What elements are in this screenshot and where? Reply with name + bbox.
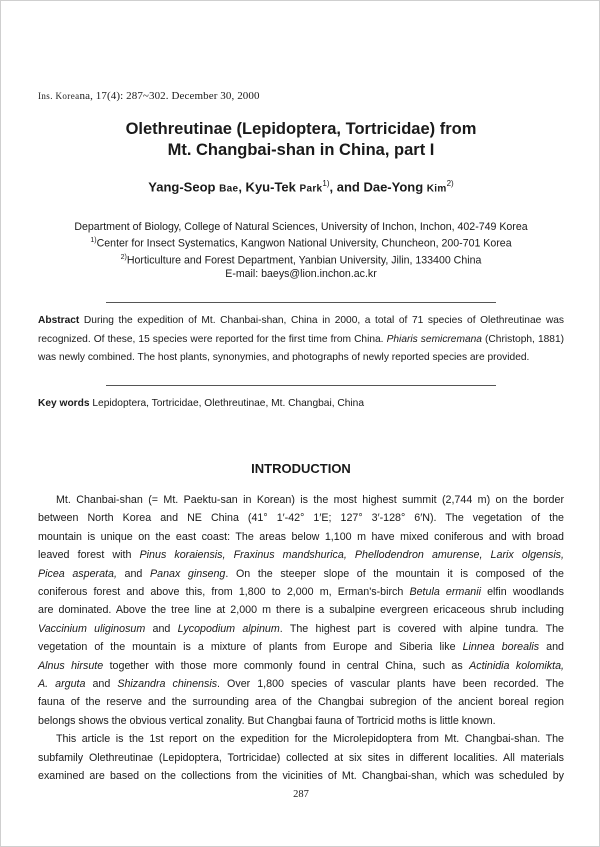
text-line (38, 675, 564, 693)
text-line: are dominated. Above the tree line at 2,000 m there is a subalpine evergreen ericaceous shrub including (38, 604, 564, 617)
species-name: Panax ginseng (150, 567, 226, 580)
keywords-text: Lepidoptera, Tortricidae, Olethreutinae, Mt. Changbai, China (89, 398, 365, 409)
keywords-label: Key words (38, 398, 90, 409)
species-names: Pinus koraiensis, Fraxinus mandshurica, Phellodendron amurense, Larix olgensis, (139, 549, 565, 562)
text-line: between North Korea and NE China (41° 1′-42° 1′E; 127° 3′-128° 6′N). The vegetation of the (38, 512, 564, 525)
affiliations (1, 221, 600, 281)
paragraph-2 (38, 730, 564, 748)
author-3-given: , and Dae-Yong (329, 179, 427, 195)
species-name: Picea asperata, (38, 567, 117, 580)
text-line (38, 657, 564, 675)
text-run: . On the steeper slope of the mountain it is composed of the (225, 567, 564, 580)
author-3-affil-mark: 2) (446, 179, 454, 188)
affiliation-2 (1, 234, 600, 251)
species-name: Lycopodium alpinum (177, 622, 280, 635)
abstract-text-2: (Christoph, 1881) was newly combined. The host plants, synonymies, and photographs of newly reported species are provided. (38, 333, 564, 363)
journal-abbr: Ins. Korea (38, 91, 80, 101)
text-line (38, 620, 564, 638)
text-line: fauna of the reserve and the surrounding area of the Changbai subregion of the ancient boreal region (38, 696, 564, 709)
text-run: and (85, 678, 118, 691)
text-line: examined are based on the collections from the vicinities of Mt. Changbai-shan, which was scheduled by (38, 770, 564, 783)
text-line (38, 565, 564, 583)
email-address: E-mail: baeys@lion.inchon.ac.kr (225, 267, 377, 280)
text-run: together with those more commonly found in central China, such as (103, 659, 470, 672)
text-line: subfamily Olethreutinae (Lepidoptera, Tortricidae) collected at six sites in different localities. All materials (38, 751, 564, 764)
journal-citation (38, 90, 260, 102)
species-name: Alnus hirsute (38, 659, 104, 672)
abstract (38, 312, 564, 368)
paper-title (1, 119, 600, 161)
text-line: Mt. Chanbai-shan (= Mt. Paektu-san in Korean) is the most highest summit (2,744 m) on the border (56, 494, 564, 506)
affil-2-text: Center for Insect Systematics, Kangwon National University, Chuncheon, 200-701 Korea (96, 237, 512, 250)
affiliation-3 (1, 251, 600, 268)
abstract-label: Abstract (38, 315, 80, 326)
page-number: 287 (293, 789, 309, 800)
title-line-2: Mt. Changbai-shan in China, part I (167, 141, 435, 159)
abstract-species: Phiaris semicremana (386, 333, 482, 345)
species-name: Linnea borealis (462, 641, 540, 654)
text-line (38, 546, 564, 564)
author-1-surname: Bae (219, 183, 239, 195)
title-line-1: Olethreutinae (Lepidoptera, Tortricidae) from (125, 120, 477, 138)
text-run: and (539, 641, 565, 654)
text-run: and (145, 622, 178, 635)
author-1-given: Yang-Seop (148, 179, 220, 195)
text-line (38, 583, 564, 601)
introduction-body (38, 491, 564, 786)
text-run: coniferous forest and above this, from 1,800 to 2,000 m, Erman's-birch (38, 586, 410, 599)
text-run: vegetation of the mountain is a mixture of plants from Europe and Siberia like (38, 641, 463, 654)
affil-2-mark: 1) (90, 237, 97, 245)
affil-3-text: Horticulture and Forest Department, Yanbian University, Jilin, 133400 China (126, 254, 482, 267)
author-2-given: , Kyu-Tek (238, 179, 300, 195)
author-2-surname: Park (299, 183, 323, 195)
author-2-affil-mark: 1) (322, 179, 330, 188)
text-run: leaved forest with (38, 549, 140, 562)
species-name: Vaccinium uliginosum (38, 622, 146, 635)
text-line: mountain is unique on the east coast: The areas below 1,100 m have mixed coniferous and with broad (38, 530, 564, 543)
text-run: and (116, 567, 150, 580)
text-line: belongs shows the obvious vertical zonality. But Changbai fauna of Tortricid moths is little known. (38, 714, 496, 727)
paragraph-1 (38, 491, 564, 509)
author-list (1, 179, 600, 194)
affiliation-1: Department of Biology, College of Natural Sciences, University of Inchon, Inchon, 402-749 Korea (74, 221, 528, 233)
section-heading-introduction: INTRODUCTION (251, 461, 351, 476)
text-run: . The highest part is covered with alpine tundra. The (279, 622, 565, 635)
text-run: elfin woodlands (480, 586, 564, 599)
author-3-surname: Kim (426, 183, 447, 195)
affil-3-mark: 2) (120, 254, 127, 262)
keywords (38, 398, 564, 409)
text-line (38, 638, 564, 656)
abstract-top-rule (106, 302, 496, 303)
abstract-text-1: During the expedition of Mt. Chanbai-shan, China in 2000, a total of 71 species of Olethreutinae was recognized. Of these, 15 species were reported for the first time from China. (38, 315, 564, 345)
abstract-bottom-rule (106, 385, 496, 386)
text-line: This article is the 1st report on the expedition for the Microlepidoptera from Mt. Changbai-shan. The (56, 733, 564, 746)
journal-volume: na, 17(4): 287~302. December 30, 2000 (79, 90, 260, 102)
species-name: Betula ermanii (409, 586, 481, 599)
species-name: Shizandra chinensis (117, 678, 218, 691)
species-name: Actinidia kolomikta, (469, 659, 564, 672)
species-name: A. arguta (38, 678, 86, 691)
text-run: . Over 1,800 species of vascular plants have been recorded. The (217, 678, 564, 691)
